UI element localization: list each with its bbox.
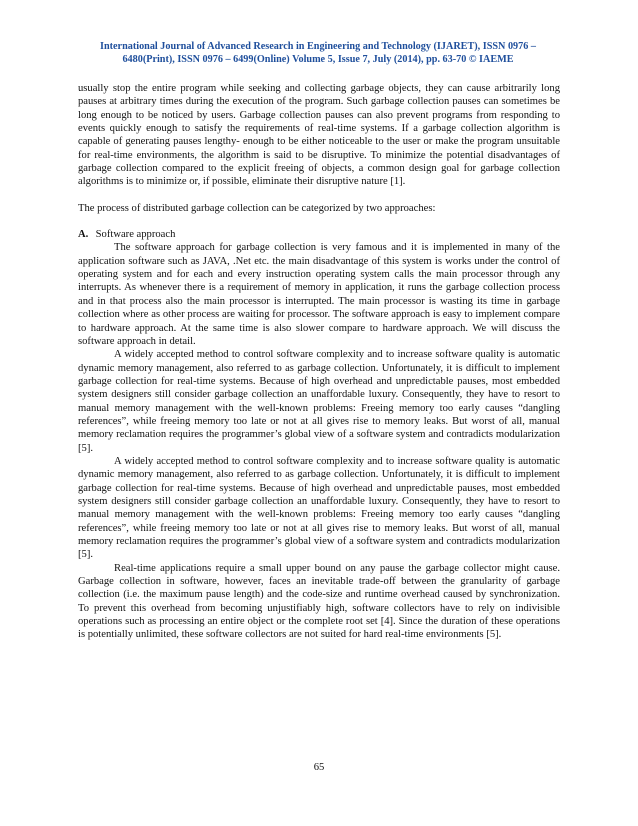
section-title: Software approach — [95, 229, 176, 241]
section-letter: A. — [78, 229, 89, 241]
paragraph-widely-accepted-2: A widely accepted method to control software complexity and to increase software quality is automatic dynamic memory management, also referred to as garbage collection. Unfortunately, it is difficult to implement garbage collection for real-time systems. Because of high overhead and unpredictable pauses, most embedded system designers still consider garbage collection an unaffordable luxury. Consequently, they have to resort to manual memory management with the well-known problems: Freeing memory too early causes “dangling references”, while freeing memory too late or not at all gives rise to memory leaks. But worst of all, manual memory reclamation requires the programmer’s global view of a software system and contradicts modularization [5]. — [78, 455, 560, 561]
page-number: 65 — [313, 762, 325, 773]
article-body — [78, 82, 560, 642]
paragraph-real-time: Real-time applications require a small upper bound on any pause the garbage collector might cause. Garbage collection in software, however, faces an inevitable trade-off between the granularity of garbage collection (i.e. the maximum pause length) and the code-size and runtime overhead caused by synchronization. To prevent this overhead from becoming unjustifiably high, software collectors have to rely on indivisible operations such as processing an entire object or the complete root set [4]. Since the duration of these operations is potentially unlimited, these software collectors are not suited for hard real-time environments [5]. — [78, 562, 560, 641]
paragraph-widely-accepted-1: A widely accepted method to control software complexity and to increase software quality is automatic dynamic memory management, also referred to as garbage collection. Unfortunately, it is difficult to implement garbage collection for real-time systems. Because of high overhead and unpredictable pauses, most embedded system designers still consider garbage collection an unaffordable luxury. Consequently, they have to resort to manual memory management with the well-known problems: Freeing memory too early causes “dangling references”, while freeing memory too late or not at all gives rise to memory leaks. But worst of all, manual memory reclamation requires the programmer’s global view of a software system and contradicts modularization [5]. — [78, 349, 560, 454]
journal-header-line-2: 6480(Print), ISSN 0976 – 6499(Online) Volume 5, Issue 7, July (2014), pp. 63-70 © IAEME — [122, 54, 514, 65]
paragraph-software-approach: The software approach for garbage collection is very famous and it is implemented in many of the application software such as JAVA, .Net etc. the main disadvantage of this system is works under the control of operating system and for each and every instruction operating system calls the main processor through any interrupts. As whenever there is a requirement of memory in application, it runs the garbage collection process and in that process also the main processor is interrupted. The main processor is wasting its time in garbage collection where as other process are waiting for processor. The software approach is easy to implement compare to hardware approach. At the same time is also slower compare to hardware approach. We will discuss the software approach in detail. — [78, 242, 560, 347]
paragraph-intro: usually stop the entire program while seeking and collecting garbage objects, they can cause arbitrarily long pauses at arbitrary times during the execution of the program. Such garbage collection pauses can sometimes be long enough to be noticed by users. Garbage collection pauses can also prevent programs from responding to events quickly enough to satisfy the requirements of real-time systems. If a garbage collection algorithm is capable of generating pauses lengthy- enough to be either noticeable to the user or make the program unsuitable for real-time environments, the algorithm is said to be disruptive. To minimize the potential disadvantages of garbage collection compared to the explicit freeing of objects, a common design goal for garbage collection algorithms is to minimize or, if possible, eliminate their disruptive nature [1]. — [78, 83, 560, 188]
paragraph-process: The process of distributed garbage collection can be categorized by two approaches: — [78, 202, 436, 214]
section-heading-software-approach — [78, 228, 560, 241]
journal-header — [78, 40, 558, 66]
journal-header-line-1: International Journal of Advanced Research in Engineering and Technology (IJARET), ISSN 0976 – — [100, 41, 536, 52]
